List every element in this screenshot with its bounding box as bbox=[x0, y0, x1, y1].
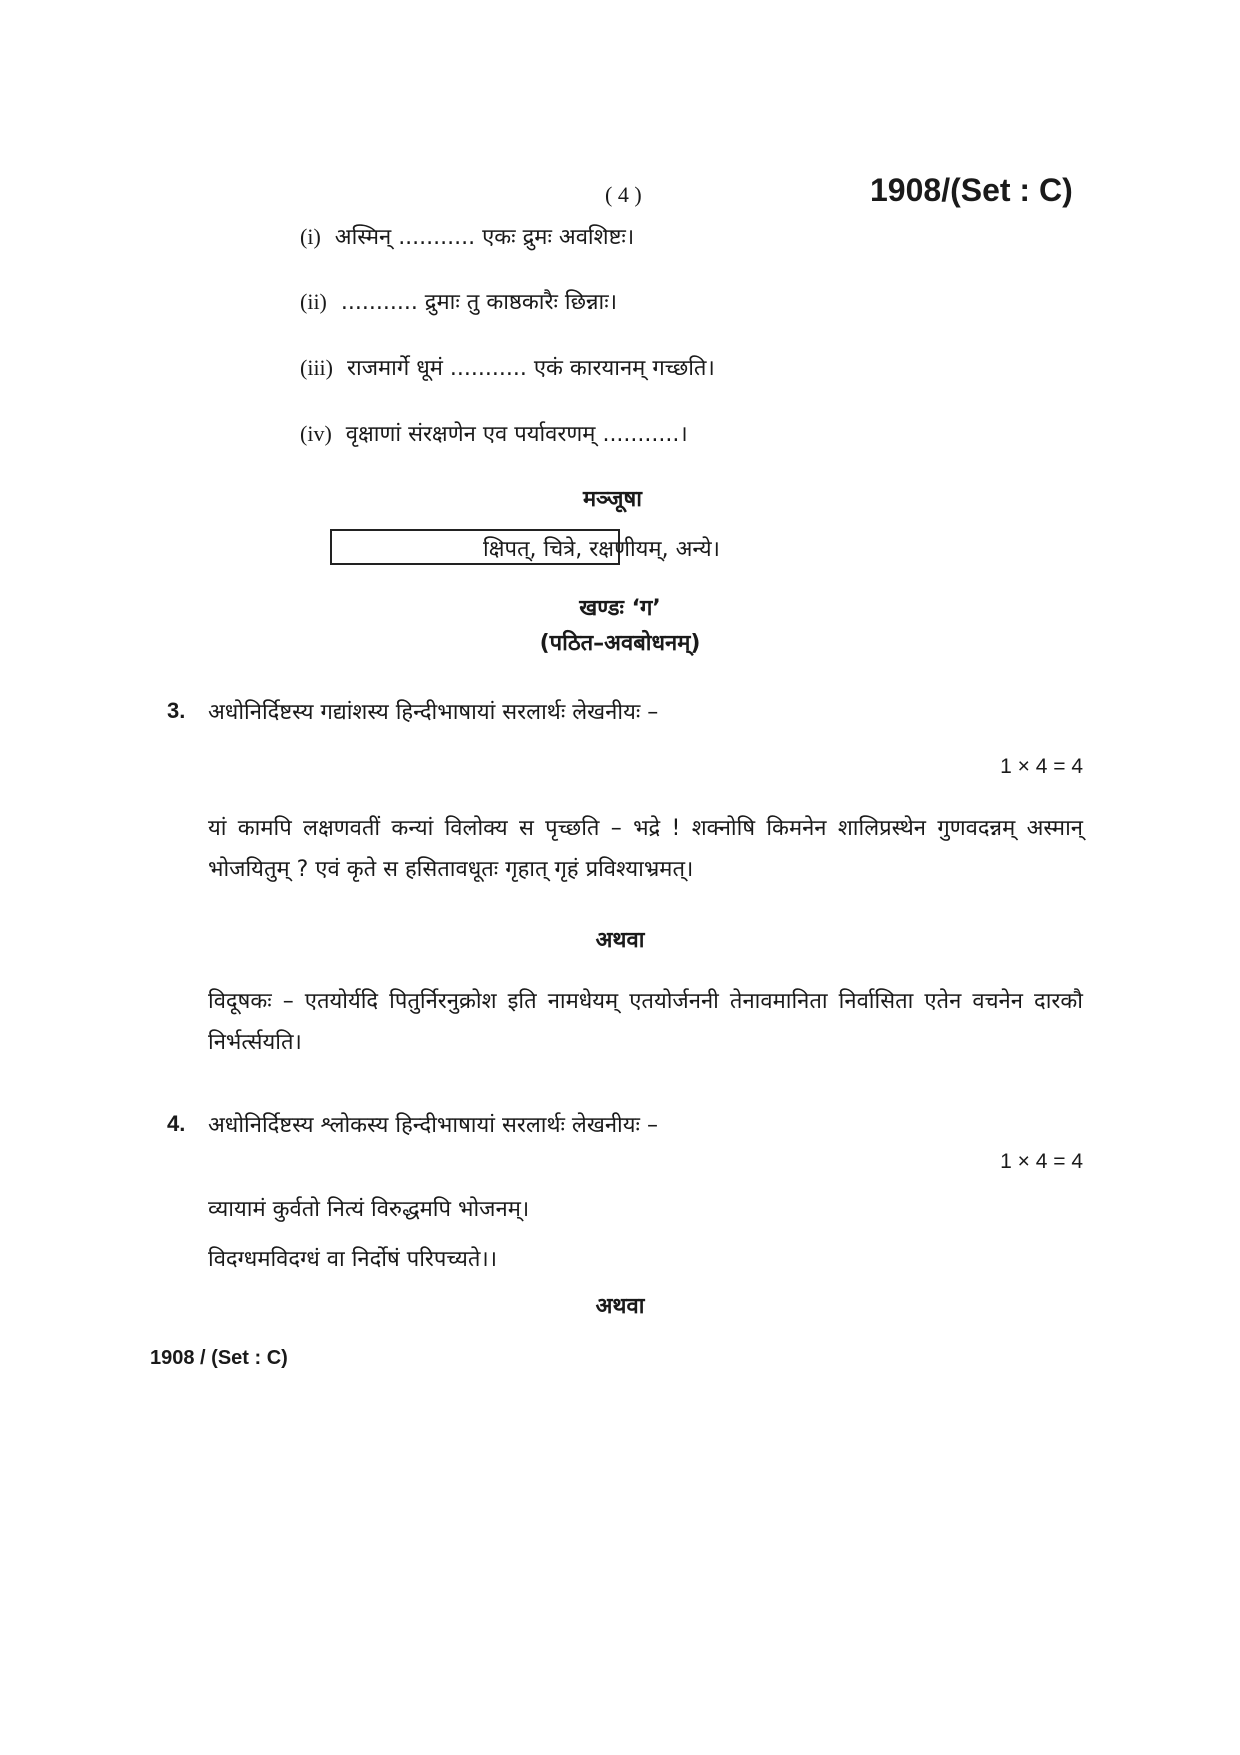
item-number: (iii) bbox=[300, 355, 333, 380]
item-number: (iv) bbox=[300, 421, 332, 446]
fill-blank-item bbox=[300, 221, 634, 251]
question-number: 4. bbox=[167, 1111, 186, 1136]
item-text: अस्मिन् ........... एकः द्रुमः अवशिष्टः। bbox=[334, 225, 635, 250]
or-label: अथवा bbox=[595, 928, 645, 953]
word-box-words: क्षिपत्, चित्रे, रक्षणीयम्, अन्ये। bbox=[483, 537, 720, 562]
question-text: अधोनिर्दिष्टस्य श्लोकस्य हिन्दीभाषायां सरलार्थः लेखनीयः – bbox=[208, 1113, 658, 1138]
item-text: राजमार्गे धूमं ........... एकं कारयानम् गच्छति। bbox=[347, 356, 715, 381]
prose-passage: यां कामपि लक्षणवतीं कन्यां विलोक्य स पृच्छति – भद्रे ! शक्नोषि किमनेन शालिप्रस्थेन गुणवदन्नम् अस्मान् भोजयितुम् ? एवं कृते स हसितावधूतः गृहात् गृहं प्रविश्याभ्रमत्। bbox=[208, 816, 1083, 882]
fill-blank-item bbox=[300, 352, 715, 382]
set-code-footer: 1908 / (Set : C) bbox=[150, 1347, 288, 1369]
question-number: 3. bbox=[167, 698, 186, 723]
item-number: (i) bbox=[300, 224, 321, 249]
alternate-passage: विदूषकः – एतयोर्यदि पितुर्निरनुक्रोश इति नामधेयम् एतयोर्जननी तेनावमानिता निर्वासिता एतेन वचनेन दारकौ निर्भर्त्सयति। bbox=[208, 989, 1083, 1055]
fill-blank-item bbox=[300, 418, 688, 448]
item-text: वृक्षाणां संरक्षणेन एव पर्यावरणम् ...........। bbox=[345, 422, 688, 447]
page-number: ( 4 ) bbox=[605, 182, 642, 207]
verse-line: विदग्धमविदग्धं वा निर्दोषं परिपच्यते।। bbox=[208, 1247, 498, 1272]
set-code-header: 1908/(Set : C) bbox=[870, 172, 1073, 208]
section-subtitle: (पठित–अवबोधनम्) bbox=[539, 631, 701, 656]
marks: 1 × 4 = 4 bbox=[1000, 1150, 1083, 1173]
item-text: ........... द्रुमाः तु काष्ठकारैः छिन्नाः। bbox=[340, 290, 618, 315]
verse-line: व्यायामं कुर्वतो नित्यं विरुद्धमपि भोजनम्। bbox=[208, 1197, 530, 1222]
question-text: अधोनिर्दिष्टस्य गद्यांशस्य हिन्दीभाषायां सरलार्थः लेखनीयः – bbox=[208, 700, 659, 725]
section-title: खण्डः ‘ग’ bbox=[579, 596, 661, 621]
word-box-title: मञ्जूषा bbox=[583, 487, 642, 512]
marks: 1 × 4 = 4 bbox=[1000, 755, 1083, 778]
or-label: अथवा bbox=[595, 1294, 645, 1319]
fill-blank-item bbox=[300, 286, 617, 316]
item-number: (ii) bbox=[300, 289, 327, 314]
